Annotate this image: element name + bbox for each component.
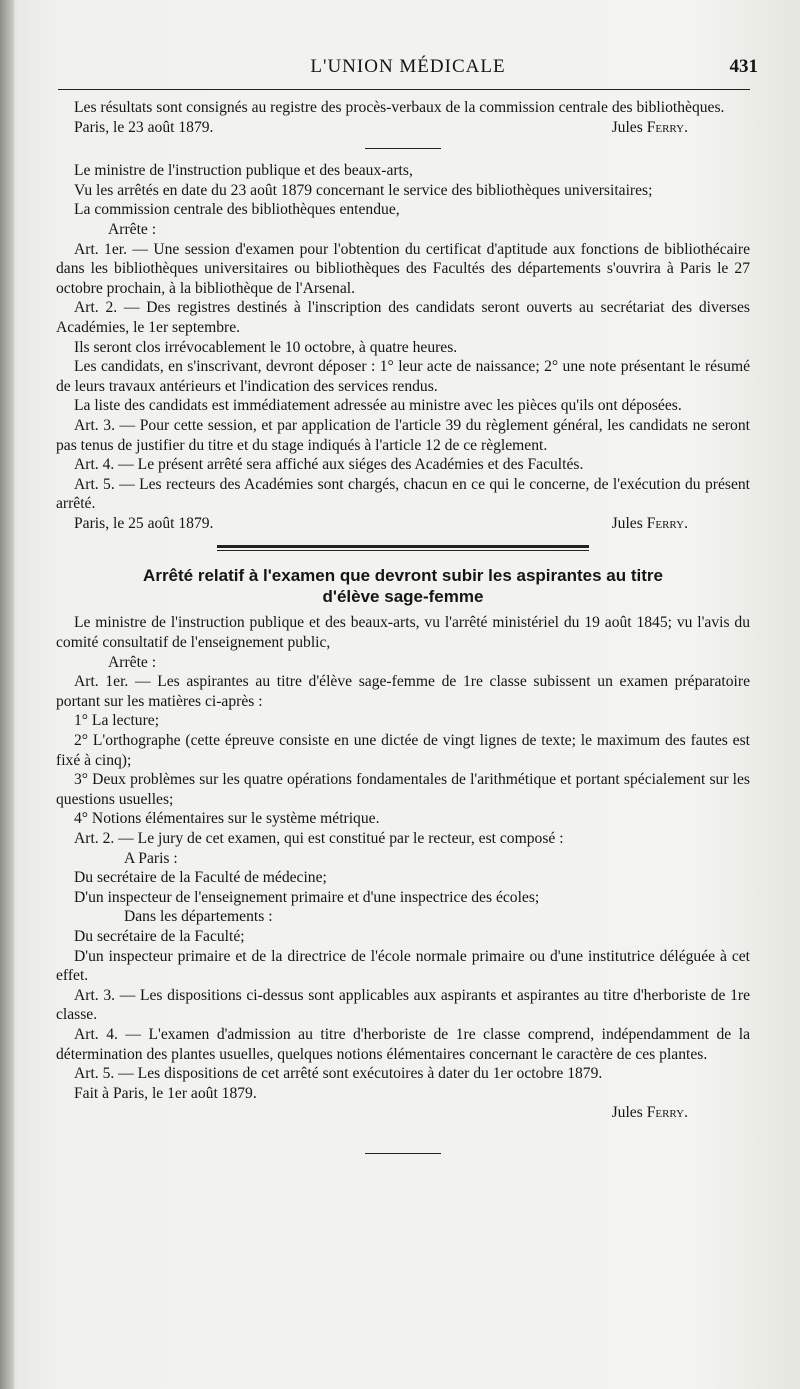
footer-rule bbox=[365, 1153, 441, 1154]
article-2-paragraph: La liste des candidats est immédiatement adressée au ministre avec les pièces qu'ils ont déposées. bbox=[74, 397, 682, 415]
preamble-line: Le ministre de l'instruction publique et des beaux-arts, bbox=[74, 162, 413, 180]
article-1: Art. 1er. — Les aspirantes au titre d'élève sage-femme de 1re classe subissent un examen préparatoire portant sur les matières ci-après : bbox=[56, 673, 750, 710]
article-2-paragraph: Ils seront clos irrévocablement le 10 octobre, à quatre heures. bbox=[74, 338, 458, 356]
running-title: L'UNION MÉDICALE bbox=[310, 56, 506, 77]
list-item: 4° Notions élémentaires sur le système métrique. bbox=[74, 810, 380, 828]
signature: Jules Ferry. bbox=[611, 118, 688, 136]
list-item: 3° Deux problèmes sur les quatre opérations fondamentales de l'arithmétique et portant spécialement sur les questions usuelles; bbox=[56, 771, 750, 808]
list-item: 2° L'orthographe (cette épreuve consiste en une dictée de vingt lignes de texte; le maximum des fautes est fixé à cinq); bbox=[56, 732, 750, 769]
article-3: Art. 3. — Les dispositions ci-dessus sont applicables aux aspirants et aspirantes au titre d'herboriste de 1re classe. bbox=[56, 986, 750, 1024]
signature: Jules Ferry. bbox=[611, 1104, 688, 1122]
arrete-heading: Arrête : bbox=[108, 653, 157, 671]
article-5: Art. 5. — Les dispositions de cet arrêté sont exécutoires à dater du 1er octobre 1879. bbox=[74, 1065, 603, 1083]
jury-member: D'un inspecteur primaire et de la directrice de l'école normale primaire ou d'une institutrice déléguée à cet effet. bbox=[56, 947, 750, 985]
place-date: Paris, le 23 août 1879. bbox=[74, 118, 214, 136]
preamble: Le ministre de l'instruction publique et des beaux-arts, vu l'arrêté ministériel du 19 août 1845; vu l'avis du comité consultatif de l'enseignement public, bbox=[56, 614, 750, 652]
preamble-line: Vu les arrêtés en date du 23 août 1879 concernant le service des bibliothèques universitaires; bbox=[74, 181, 653, 199]
separator-rule bbox=[365, 148, 441, 149]
jury-member: Du secrétaire de la Faculté de médecine; bbox=[74, 869, 327, 887]
arrete-heading: Arrête : bbox=[108, 220, 157, 238]
jury-member: Du secrétaire de la Faculté; bbox=[74, 927, 245, 945]
signature-block-1 bbox=[56, 118, 750, 138]
place-date: Fait à Paris, le 1er août 1879. bbox=[74, 1084, 257, 1102]
article-2: Art. 2. — Le jury de cet examen, qui est constitué par le recteur, est composé : bbox=[74, 830, 564, 847]
signature-block-2 bbox=[56, 514, 750, 534]
place-date: Paris, le 25 août 1879. bbox=[74, 514, 214, 532]
paragraph-results: Les résultats sont consignés au registre des procès-verbaux de la commission centrale des bibliothèques. bbox=[74, 99, 725, 116]
jury-heading-departements: Dans les départements : bbox=[124, 908, 273, 926]
article-4: Art. 4. — L'examen d'admission au titre d'herboriste de 1re classe comprend, indépendamment de la détermination des plantes usuelles, quelques notions élémentaires concernant le caractère de ces plantes. bbox=[56, 1025, 750, 1063]
preamble-line: La commission centrale des bibliothèques entendue, bbox=[74, 201, 400, 219]
page-number: 431 bbox=[729, 56, 758, 77]
section-title bbox=[56, 565, 750, 607]
article-2-paragraph: Les candidats, en s'inscrivant, devront déposer : 1° leur acte de naissance; 2° une note présentant le résumé de leurs travaux antérieurs et l'indication des services rendus. bbox=[56, 358, 750, 395]
article-5: Art. 5. — Les recteurs des Académies sont chargés, chacun en ce qui le concerne, de l'exécution du présent arrêté. bbox=[56, 475, 750, 513]
jury-heading-paris: A Paris : bbox=[124, 849, 178, 867]
book-spine-shadow bbox=[0, 0, 14, 1389]
section-separator-rule bbox=[217, 545, 589, 551]
section-title-line-2: d'élève sage-femme bbox=[322, 587, 484, 607]
article-1: Art. 1er. — Une session d'examen pour l'obtention du certificat d'aptitude aux fonctions de bibliothécaire dans les bibliothèques universitaires ou bibliothèques des Facultés des départements s'ouvrira à Paris le 27 octobre prochain, à la bibliothèque de l'Arsenal. bbox=[56, 240, 750, 297]
page-content bbox=[56, 98, 750, 1154]
section-title-line-1: Arrêté relatif à l'examen que devront subir les aspirantes au titre bbox=[143, 566, 663, 586]
article-4: Art. 4. — Le présent arrêté sera affiché aux siéges des Académies et des Facultés. bbox=[74, 456, 584, 474]
list-item: 1° La lecture; bbox=[74, 712, 160, 730]
article-2: Art. 2. — Des registres destinés à l'inscription des candidats seront ouverts au secrétariat des diverses Académies, le 1er septembre. bbox=[56, 299, 750, 336]
header-rule bbox=[58, 89, 750, 90]
signature: Jules Ferry. bbox=[611, 514, 688, 532]
article-3: Art. 3. — Pour cette session, et par application de l'article 39 du règlement général, les candidats ne seront pas tenus de justifier du titre et du stage indiqués à l'article 12 de ce règlement. bbox=[56, 416, 750, 454]
jury-member: D'un inspecteur de l'enseignement primaire et d'une inspectrice des écoles; bbox=[74, 888, 540, 906]
page-header bbox=[58, 52, 758, 82]
